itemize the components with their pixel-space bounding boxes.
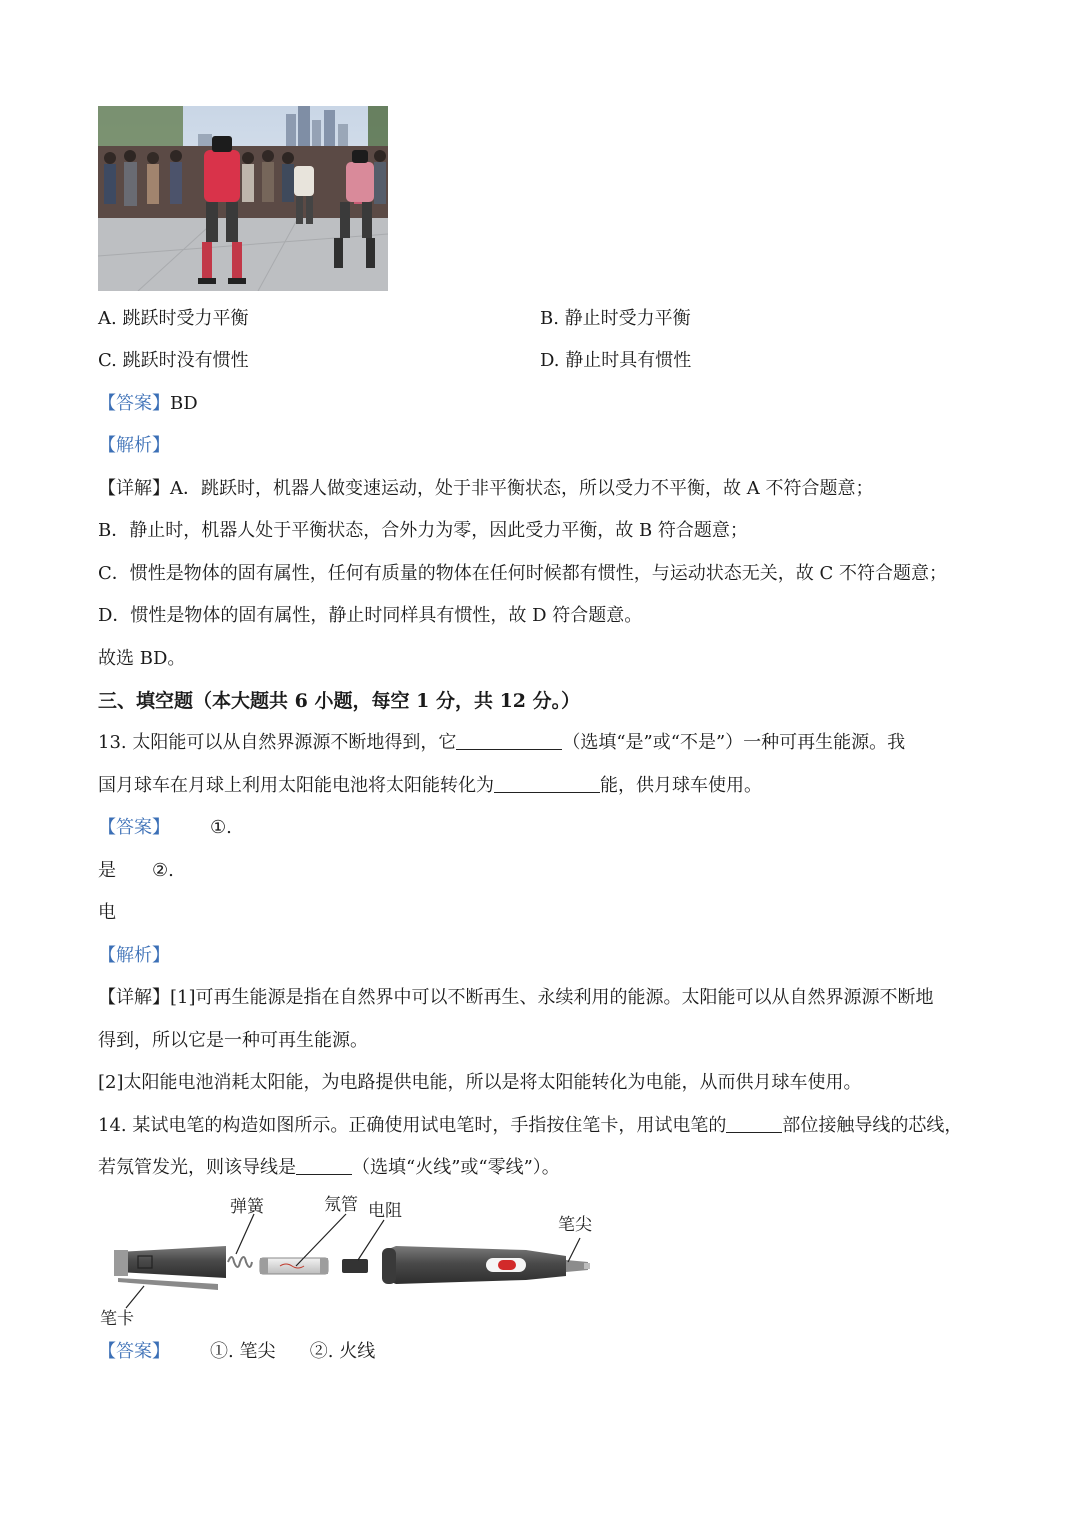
label-tip: 笔尖: [558, 1215, 592, 1235]
heading-part: 小题，每空: [307, 690, 417, 712]
q12-detail-b: B．静止时，机器人处于平衡状态，合外力为零，因此受力平衡，故 B 符合题意；: [98, 520, 748, 541]
answer-value: BD: [170, 393, 198, 414]
q13-text: 能，供月球车使用。: [600, 775, 762, 796]
q13-blank-1: [456, 731, 562, 750]
q14-blank-1: [726, 1114, 782, 1133]
q14-line2: [98, 1156, 560, 1180]
heading-number: 1: [416, 690, 430, 712]
resistor: [342, 1259, 368, 1273]
detail-text: [1]可再生能源是指在自然界中可以不断再生、永续利用的能源。太阳能可以从自然界源源不断地: [170, 987, 934, 1008]
q14-line1: [98, 1114, 962, 1138]
q14-answer: [98, 1340, 375, 1364]
label-neon: 氖管: [324, 1195, 358, 1215]
answer-tag: 【答案】: [98, 1341, 170, 1362]
q13-line1: [98, 731, 905, 755]
label-spring: 弹簧: [230, 1197, 264, 1217]
q12-detail-d: D．惯性是物体的固有属性，静止时同样具有惯性，故 D 符合题意。: [98, 605, 643, 626]
option-c: C. 跳跃时没有惯性: [98, 350, 249, 371]
q12-conclusion: 故选 BD。: [98, 648, 186, 669]
q13-text: 国月球车在月球上利用太阳能电池将太阳能转化为: [98, 775, 494, 796]
heading-number: 6: [294, 690, 308, 712]
q13-answer: [98, 816, 232, 840]
cap-body: [118, 1246, 226, 1278]
q13-detail-2: [2]太阳能电池消耗太阳能，为电路提供电能，所以是将太阳能转化为电能，从而供月球车使用。: [98, 1072, 862, 1093]
detail-tag: 【详解】: [98, 987, 170, 1008]
answer-tag: 【答案】: [98, 393, 170, 414]
option-a: A. 跳跃时受力平衡: [98, 308, 249, 329]
answer-mark: ①.: [210, 817, 232, 838]
q13-text: （选填“是”或“不是”）一种可再生能源。我: [562, 732, 906, 753]
q13-answer-1: [98, 859, 174, 883]
option-b: B. 静止时受力平衡: [540, 308, 691, 329]
detail-tag: 【详解】: [98, 478, 170, 499]
analysis-tag: 【解析】: [98, 945, 170, 966]
q12-detail-a: [98, 477, 873, 501]
q14-text: 14. 某试电笔的构造如图所示。正确使用试电笔时，手指按住笔卡，用试电笔的: [98, 1115, 727, 1136]
answer-value: ①. 笔尖 ②. 火线: [210, 1341, 376, 1362]
neon-tube: [260, 1258, 328, 1274]
q13-line2: [98, 774, 762, 798]
q13-detail-1a: [98, 986, 934, 1010]
answer-tag: 【答案】: [98, 817, 170, 838]
pen-body: [386, 1246, 566, 1284]
label-clip: 笔卡: [100, 1309, 134, 1329]
heading-number: 12: [499, 690, 527, 712]
option-d: D. 静止时具有惯性: [540, 350, 692, 371]
q13-detail-1b: 得到，所以它是一种可再生能源。: [98, 1030, 368, 1051]
q14-text: 部位接触导线的芯线，: [782, 1115, 963, 1136]
pen-clip: [118, 1278, 218, 1290]
section-heading: [98, 689, 580, 713]
answer-mark: ②.: [152, 860, 174, 881]
q13-answer-2: 电: [98, 902, 116, 923]
robot-photo: [98, 106, 388, 291]
q12-detail-c: C．惯性是物体的固有属性，任何有质量的物体在任何时候都有惯性，与运动状态无关，故 C 不符合题意；: [98, 563, 947, 584]
q12-answer: [98, 392, 198, 416]
heading-part: 三、填空题（本大题共: [98, 690, 295, 712]
label-resistor: 电阻: [368, 1201, 402, 1221]
analysis-tag: 【解析】: [98, 435, 170, 456]
q13-blank-2: [494, 774, 600, 793]
detail-text: A．跳跃时，机器人做变速运动，处于非平衡状态，所以受力不平衡，故 A 不符合题意；: [170, 478, 874, 499]
q14-blank-2: [296, 1156, 352, 1175]
spring: [228, 1257, 252, 1267]
q14-text: 若氖管发光，则该导线是: [98, 1157, 296, 1178]
answer-value: 是: [98, 860, 116, 881]
heading-part: 分，共: [429, 690, 500, 712]
heading-part: 分。）: [526, 690, 581, 712]
q14-text: （选填“火线”或“零线”）。: [352, 1157, 560, 1178]
q13-text: 13. 太阳能可以从自然界源源不断地得到，它: [98, 732, 457, 753]
test-pen-figure: [96, 1186, 616, 1336]
